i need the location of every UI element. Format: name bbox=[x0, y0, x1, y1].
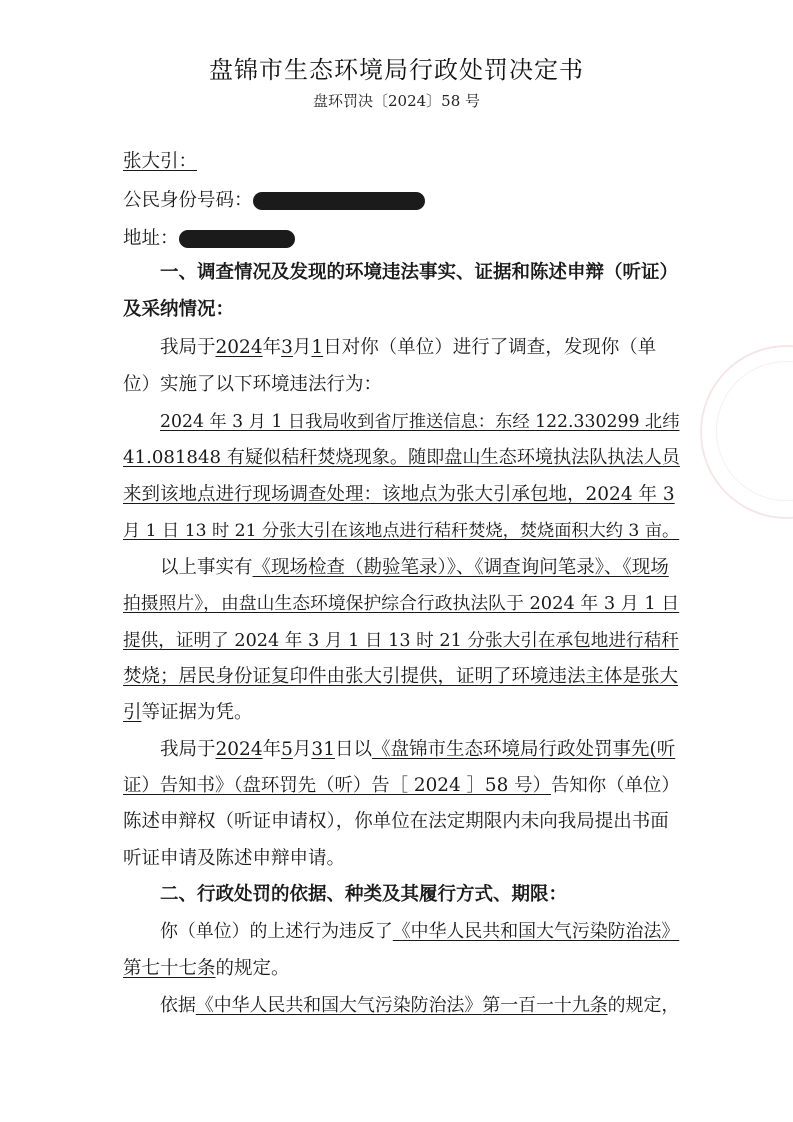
violated-law: 《中华人民共和国大气污染防治法》 bbox=[392, 921, 680, 942]
official-seal-stamp bbox=[700, 345, 793, 519]
party-id-line bbox=[123, 189, 425, 213]
id-number-label: 公民身份号码： bbox=[123, 190, 253, 211]
section2-heading: 二、行政处罚的依据、种类及其履行方式、期限： bbox=[160, 884, 568, 905]
evidence-line5: 引等证据为凭。 bbox=[123, 702, 253, 723]
document-title: 盘锦市生态环境局行政处罚决定书 bbox=[209, 56, 584, 84]
address-label: 地址： bbox=[123, 228, 179, 249]
notice-line2: 证）告知书》（盘环罚先（听）告［ 2024 ］58 号）告知你（单位） bbox=[123, 775, 680, 796]
notice-line3: 陈述申辩权（听证申请权），你单位在法定期限内未向我局提出书面 bbox=[123, 811, 669, 832]
investigation-paragraph-line2: 位）实施了以下环境违法行为： bbox=[123, 374, 383, 395]
evidence-line1: 以上事实有《现场检查（勘验笔录）》、《调查询问笔录》、《现场 bbox=[160, 557, 669, 578]
basis-article: 第一百一十九条 bbox=[482, 995, 608, 1016]
notice-line1: 我局于2024年5月31日以《盘锦市生态环境局行政处罚事先(听 bbox=[160, 739, 676, 760]
facts-line4: 月 1 日 13 时 21 分张大引在该地点进行秸秆焚烧，焚烧面积大约 3 亩。 bbox=[123, 521, 680, 541]
facts-line1: 2024 年 3 月 1 日我局收到省厅推送信息：东经 122.330299 北纬 bbox=[160, 412, 680, 432]
evidence-line2: 拍摄照片》，由盘山生态环境保护综合行政执法队于 2024 年 3 月 1 日 bbox=[123, 593, 680, 614]
notice-year: 2024 bbox=[215, 739, 263, 760]
evidence-line4: 焚烧；居民身份证复印件由张大引提供，证明了环境违法主体是张大 bbox=[123, 666, 679, 687]
notice-line4: 听证申请及陈述申辩申请。 bbox=[123, 848, 346, 869]
violation-paragraph-line2: 第七十七条的规定。 bbox=[123, 958, 290, 979]
basis-paragraph-line1: 依据《中华人民共和国大气污染防治法》第一百一十九条的规定， bbox=[160, 995, 680, 1016]
violation-paragraph-line1: 你（单位）的上述行为违反了《中华人民共和国大气污染防治法》 bbox=[160, 921, 680, 942]
party-name-line bbox=[123, 150, 197, 174]
facts-line2: 41.081848 有疑似秸秆焚烧现象。随即盘山生态环境执法队执法人员 bbox=[123, 447, 680, 468]
redacted-id-number bbox=[253, 192, 425, 210]
section1-heading-line1: 一、调查情况及发现的环境违法事实、证据和陈述申辩（听证） bbox=[160, 262, 679, 283]
investigation-month: 3 bbox=[281, 337, 293, 358]
document-number: 盘环罚决〔2024〕58 号 bbox=[312, 92, 481, 110]
notice-month: 5 bbox=[281, 739, 293, 760]
evidence-line3: 提供，证明了 2024 年 3 月 1 日 13 时 21 分张大引在承包地进行秸秆 bbox=[123, 631, 679, 651]
section1-heading-line2: 及采纳情况： bbox=[123, 299, 235, 320]
facts-line3: 来到该地点进行现场调查处理：该地点为张大引承包地，2024 年 3 bbox=[123, 484, 675, 505]
investigation-day: 1 bbox=[311, 337, 324, 358]
redacted-address bbox=[179, 230, 295, 248]
basis-law: 《中华人民共和国大气污染防治法》 bbox=[195, 995, 483, 1016]
party-name: 张大引： bbox=[123, 151, 198, 172]
investigation-paragraph-line1: 我局于2024年3月1日对你（单位）进行了调查，发现你（单 bbox=[160, 337, 657, 358]
party-address-line bbox=[123, 227, 295, 251]
notice-day: 31 bbox=[311, 739, 335, 760]
violated-article: 第七十七条 bbox=[123, 958, 216, 979]
investigation-year: 2024 bbox=[215, 337, 263, 358]
